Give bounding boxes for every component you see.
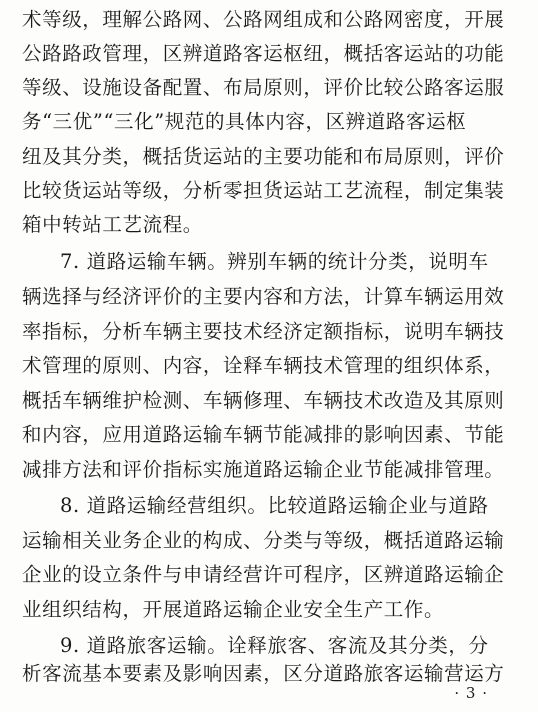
text-line: 率指标，分析车辆主要技术经济定额指标，说明车辆技 — [22, 320, 505, 343]
section-heading-8: 8. 道路运输经营组织。比较道路运输企业与道路 — [60, 494, 489, 517]
text-line: 比较货运站等级，分析零担货运站工艺流程，制定集装 — [22, 179, 505, 202]
text-line: 析客流基本要素及影响因素，区分道路旅客运输营运方 — [22, 662, 505, 685]
text-line: 业组织结构，开展道路运输企业安全生产工作。 — [22, 598, 445, 621]
text-line: 术等级，理解公路网、公路网组成和公路网密度，开展 — [22, 8, 505, 31]
section-heading-9: 9. 道路旅客运输。诠释旅客、客流及其分类，分 — [60, 634, 489, 657]
text-line: 公路路政管理，区辨道路客运枢纽，概括客运站的功能 — [22, 42, 505, 65]
page-number: · 3 · — [454, 684, 488, 702]
text-line: 纽及其分类，概括货运站的主要功能和布局原则，评价 — [22, 145, 505, 168]
text-line: 减排方法和评价指标实施道路运输企业节能减排管理。 — [22, 458, 505, 481]
text-line: 概括车辆维护检测、车辆修理、车辆技术改造及其原则 — [22, 389, 505, 412]
text-line: 企业的设立条件与申请经营许可程序，区辨道路运输企 — [22, 563, 505, 586]
text-line: 术管理的原则、内容，诠释车辆技术管理的组织体系， — [22, 354, 505, 377]
text-line: 等级、设施设备配置、布局原则，评价比较公路客运服 — [22, 76, 505, 99]
text-line: 和内容，应用道路运输车辆节能减排的影响因素、节能 — [22, 423, 505, 446]
text-line: 运输相关业务企业的构成、分类与等级，概括道路运输 — [22, 529, 505, 552]
text-line: 箱中转站工艺流程。 — [22, 213, 203, 236]
section-heading-7: 7. 道路运输车辆。辨别车辆的统计分类，说明车 — [60, 250, 489, 273]
text-line: 辆选择与经济评价的主要内容和方法，计算车辆运用效 — [22, 285, 505, 308]
text-line: 务“三优”“三化”规范的具体内容，区辨道路客运枢 — [22, 110, 467, 133]
